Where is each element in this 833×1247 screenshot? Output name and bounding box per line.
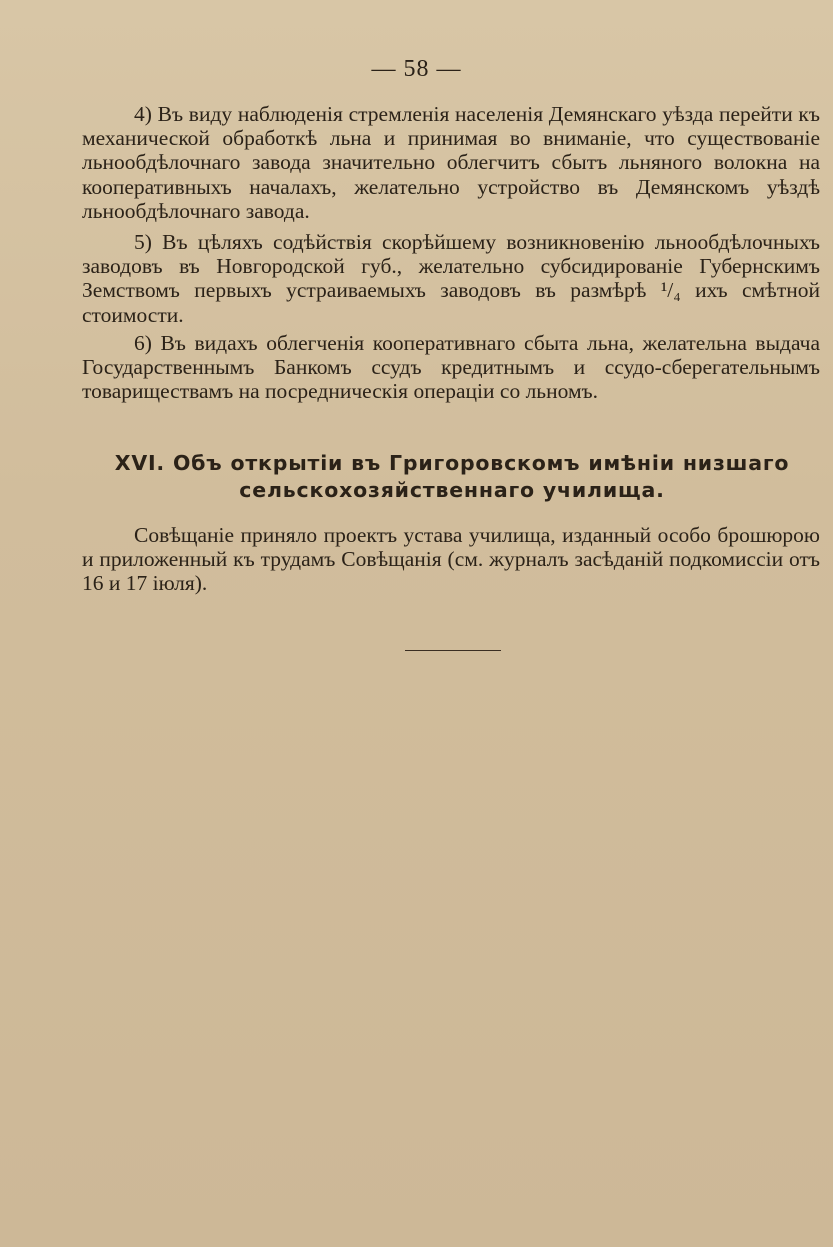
paragraph-item-6: 6) Въ видахъ облегченія кооперативнаго сбыта льна, желательна выдача Государственнымъ Банкомъ ссудъ кредитнымъ и ссудо-сберегательнымъ товариществамъ на посредническія операціи со льномъ. [82, 331, 820, 404]
end-rule-divider [405, 650, 501, 651]
section-heading: XVI. Объ открытіи въ Григоровскомъ имѣніи низшаго сельскохозяйственнаго училища. [114, 451, 790, 502]
page-number: — 58 — [371, 56, 462, 82]
paragraph-item-5: 5) Въ цѣляхъ содѣйствія скорѣйшему возникновенію льнообдѣлочныхъ заводовъ въ Новгородской губ., желательно субсидированіе Губернскимъ Земствомъ первыхъ устраиваемыхъ заводовъ въ размѣрѣ ¹/₄ ихъ смѣтной стоимости. [82, 230, 820, 327]
paragraph-item-4: 4) Въ виду наблюденія стремленія населенія Демянскаго уѣзда перейти къ механической обработкѣ льна и принимая во вниманіе, что существованіе льнообдѣлочнаго завода значительно облегчитъ сбытъ льняного волокна на кооперативныхъ началахъ, желательно устройство въ Демянскомъ уѣздѣ льнообдѣлочнаго завода. [82, 102, 820, 223]
section-body: Совѣщаніе приняло проектъ устава училища, изданный особо брошюрою и приложенный къ трудамъ Совѣщанія (см. журналъ засѣданій подкомиссіи отъ 16 и 17 іюля). [82, 523, 820, 596]
